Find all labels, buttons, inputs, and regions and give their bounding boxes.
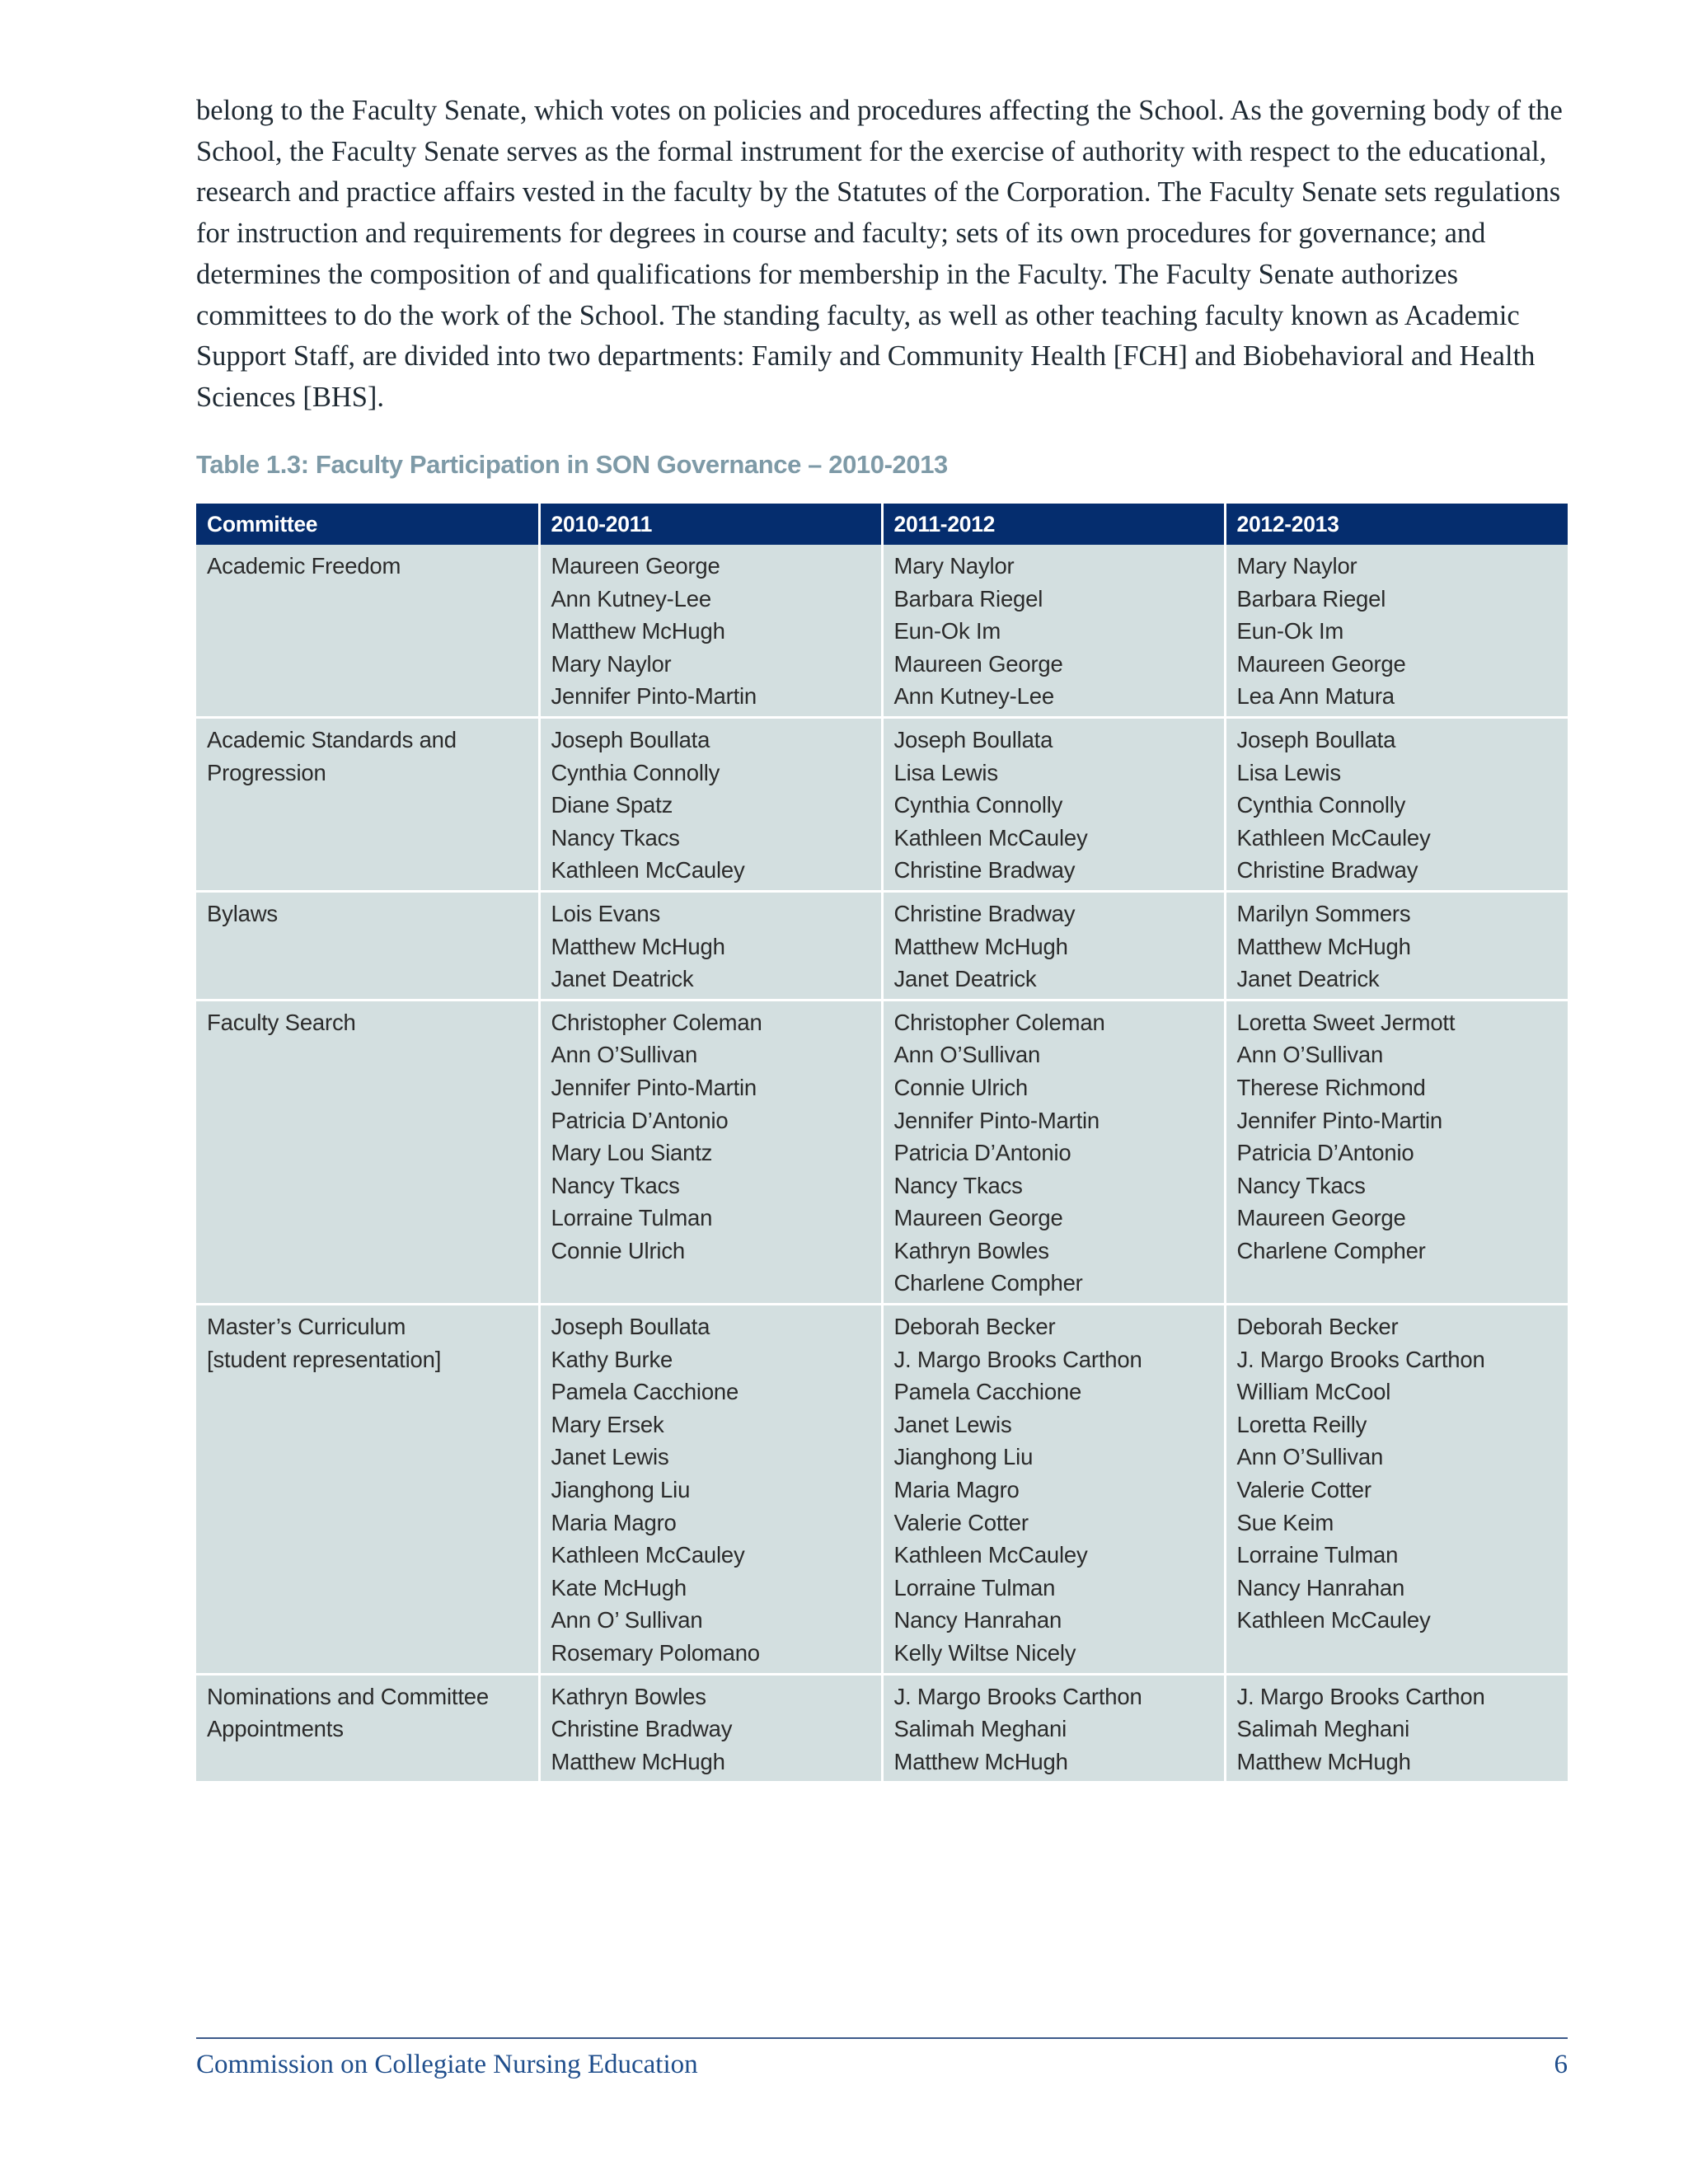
members-2011-2012-cell [882, 717, 1225, 891]
member-name: Maureen George [1236, 650, 1406, 677]
member-name: Janet Deatrick [551, 966, 694, 992]
member-name: Kathryn Bowles [893, 1237, 1049, 1263]
member-name: Sue Keim [1236, 1509, 1334, 1535]
member-name: Maureen George [1236, 1205, 1406, 1231]
member-name: Kathleen McCauley [1236, 824, 1431, 851]
member-name: Joseph Boullata [551, 726, 710, 752]
member-name: Maria Magro [893, 1477, 1020, 1503]
page-number: 6 [1554, 2050, 1568, 2079]
members-2012-2013-cell [1225, 1674, 1568, 1781]
governance-table [196, 504, 1568, 1781]
committee-name-line: Master’s Curriculum [207, 1314, 406, 1340]
members-2012-2013-cell [1225, 717, 1568, 891]
member-name: Kathleen McCauley [893, 1542, 1088, 1568]
members-2011-2012-cell [882, 545, 1225, 717]
member-name: Maria Magro [551, 1509, 677, 1535]
member-name: William McCool [1236, 1379, 1391, 1405]
member-name: Janet Deatrick [893, 966, 1037, 992]
table-body [196, 545, 1568, 1781]
member-name: Lisa Lewis [1236, 759, 1341, 785]
member-name: Deborah Becker [1236, 1314, 1399, 1340]
members-2011-2012-cell [882, 1674, 1225, 1781]
footer-publisher: Commission on Collegiate Nursing Education [196, 2050, 698, 2079]
member-name: Eun-Ok Im [893, 618, 1001, 644]
committee-name-line: [student representation] [207, 1346, 442, 1372]
member-name: Matthew McHugh [1236, 1748, 1411, 1774]
member-name: Barbara Riegel [893, 585, 1043, 612]
committee-name-line: Academic Standards and [207, 726, 457, 752]
committee-cell [196, 1000, 539, 1304]
member-name: Joseph Boullata [551, 1314, 710, 1340]
committee-cell [196, 1305, 539, 1675]
footer-divider [196, 2037, 1568, 2039]
member-name: Lea Ann Matura [1236, 683, 1395, 710]
member-name: Christopher Coleman [893, 1009, 1105, 1035]
member-name: Valerie Cotter [1236, 1477, 1372, 1503]
member-name: Jennifer Pinto-Martin [1236, 1107, 1443, 1133]
member-name: Patricia D’Antonio [1236, 1140, 1414, 1166]
member-name: Christine Bradway [1236, 857, 1418, 883]
member-name: Eun-Ok Im [1236, 618, 1344, 644]
member-name: Ann O’Sullivan [893, 1042, 1041, 1068]
members-2011-2012-cell [882, 891, 1225, 1000]
members-2011-2012-cell [882, 1000, 1225, 1304]
committee-name-line: Appointments [207, 1716, 344, 1742]
member-name: Charlene Compher [1236, 1237, 1426, 1263]
member-name: Mary Naylor [1236, 553, 1357, 579]
member-name: Janet Deatrick [1236, 966, 1380, 992]
member-name: Lisa Lewis [893, 759, 998, 785]
member-name: Ann O’ Sullivan [551, 1607, 703, 1633]
committee-cell [196, 545, 539, 717]
member-name: Nancy Tkacs [893, 1172, 1023, 1198]
member-name: Therese Richmond [1236, 1074, 1426, 1100]
member-name: Nancy Hanrahan [893, 1607, 1062, 1633]
member-name: Salimah Meghani [893, 1716, 1067, 1742]
members-2010-2011-cell [539, 1000, 882, 1304]
member-name: Maureen George [551, 553, 720, 579]
member-name: Lorraine Tulman [1236, 1542, 1399, 1568]
member-name: Kathryn Bowles [551, 1683, 706, 1709]
member-name: Christine Bradway [551, 1716, 733, 1742]
member-name: Christopher Coleman [551, 1009, 762, 1035]
table-row [196, 891, 1568, 1000]
member-name: J. Margo Brooks Carthon [893, 1346, 1142, 1372]
member-name: Janet Lewis [551, 1444, 669, 1470]
table-row [196, 1674, 1568, 1781]
member-name: Rosemary Polomano [551, 1640, 760, 1666]
member-name: Pamela Cacchione [551, 1379, 739, 1405]
member-name: Kathleen McCauley [551, 857, 745, 883]
members-2010-2011-cell [539, 545, 882, 717]
members-2012-2013-cell [1225, 545, 1568, 717]
committee-cell [196, 717, 539, 891]
member-name: Pamela Cacchione [893, 1379, 1082, 1405]
member-name: Kathleen McCauley [551, 1542, 745, 1568]
member-name: Ann O’Sullivan [551, 1042, 698, 1068]
member-name: Salimah Meghani [1236, 1716, 1409, 1742]
member-name: Patricia D’Antonio [893, 1140, 1071, 1166]
members-2010-2011-cell [539, 1674, 882, 1781]
member-name: Connie Ulrich [893, 1074, 1028, 1100]
member-name: Jennifer Pinto-Martin [893, 1107, 1100, 1133]
member-name: Jianghong Liu [551, 1477, 691, 1503]
member-name: Barbara Riegel [1236, 585, 1386, 612]
table-header-row [196, 504, 1568, 545]
member-name: Mary Naylor [893, 553, 1015, 579]
table-row [196, 1000, 1568, 1304]
member-name: J. Margo Brooks Carthon [893, 1683, 1142, 1709]
members-2012-2013-cell [1225, 1305, 1568, 1675]
table-row [196, 1305, 1568, 1675]
member-name: Nancy Tkacs [551, 824, 680, 851]
member-name: Matthew McHugh [1236, 933, 1411, 959]
committee-name-line: Nominations and Committee [207, 1683, 489, 1709]
table-caption: Table 1.3: Faculty Participation in SON Governance – 2010-2013 [196, 450, 948, 479]
member-name: Joseph Boullata [893, 726, 1053, 752]
member-name: Ann Kutney-Lee [551, 585, 711, 612]
member-name: Mary Ersek [551, 1411, 664, 1437]
member-name: Kate McHugh [551, 1574, 687, 1601]
member-name: Maureen George [893, 650, 1063, 677]
members-2010-2011-cell [539, 717, 882, 891]
header-2012-2013: 2012-2013 [1225, 504, 1568, 545]
member-name: Patricia D’Antonio [551, 1107, 729, 1133]
member-name: Joseph Boullata [1236, 726, 1396, 752]
header-2010-2011: 2010-2011 [539, 504, 882, 545]
member-name: Nancy Tkacs [1236, 1172, 1366, 1198]
member-name: Janet Lewis [893, 1411, 1012, 1437]
member-name: Deborah Becker [893, 1314, 1056, 1340]
members-2010-2011-cell [539, 1305, 882, 1675]
header-2011-2012: 2011-2012 [882, 504, 1225, 545]
member-name: Ann O’Sullivan [1236, 1042, 1384, 1068]
member-name: Cynthia Connolly [893, 792, 1063, 818]
committee-cell [196, 891, 539, 1000]
member-name: Charlene Compher [893, 1270, 1083, 1296]
member-name: J. Margo Brooks Carthon [1236, 1346, 1485, 1372]
committee-name-line: Faculty Search [207, 1009, 356, 1035]
member-name: Nancy Hanrahan [1236, 1574, 1405, 1601]
member-name: Loretta Sweet Jermott [1236, 1009, 1456, 1035]
committee-name-line: Bylaws [207, 900, 278, 926]
member-name: Nancy Tkacs [551, 1172, 680, 1198]
member-name: Valerie Cotter [893, 1509, 1029, 1535]
members-2012-2013-cell [1225, 1000, 1568, 1304]
member-name: Matthew McHugh [893, 1748, 1068, 1774]
member-name: Jianghong Liu [893, 1444, 1034, 1470]
member-name: Jennifer Pinto-Martin [551, 683, 757, 710]
committee-cell [196, 1674, 539, 1781]
member-name: Ann Kutney-Lee [893, 683, 1054, 710]
member-name: Jennifer Pinto-Martin [551, 1074, 757, 1100]
committee-name-line: Progression [207, 759, 326, 785]
member-name: Matthew McHugh [893, 933, 1068, 959]
member-name: Mary Lou Siantz [551, 1140, 713, 1166]
member-name: Matthew McHugh [551, 933, 725, 959]
table-row [196, 717, 1568, 891]
member-name: Christine Bradway [893, 900, 1076, 926]
member-name: Lorraine Tulman [893, 1574, 1056, 1601]
member-name: Diane Spatz [551, 792, 673, 818]
member-name: Ann O’Sullivan [1236, 1444, 1384, 1470]
members-2010-2011-cell [539, 891, 882, 1000]
member-name: Kelly Wiltse Nicely [893, 1640, 1076, 1666]
header-committee: Committee [196, 504, 539, 545]
member-name: Mary Naylor [551, 650, 672, 677]
member-name: Loretta Reilly [1236, 1411, 1367, 1437]
member-name: Kathleen McCauley [1236, 1607, 1431, 1633]
member-name: Lois Evans [551, 900, 661, 926]
member-name: Cynthia Connolly [1236, 792, 1406, 818]
member-name: Connie Ulrich [551, 1237, 685, 1263]
member-name: Maureen George [893, 1205, 1063, 1231]
intro-paragraph: belong to the Faculty Senate, which votes on policies and procedures affecting the School. As the governing body of the School, the Faculty Senate serves as the formal instrument for the exercise of authority with respect to the educational, research and practice affairs vested in the faculty by the Statutes of the Corporation. The Faculty Senate sets regulations for instruction and requirements for degrees in course and faculty; sets of its own procedures for governance; and determines the composition of and qualifications for membership in the Faculty. The Faculty Senate authorizes committees to do the work of the School. The standing faculty, as well as other teaching faculty known as Academic Support Staff, are divided into two departments: Family and Community Health [FCH] and Biobehavioral and Health Sciences [BHS]. [196, 95, 1563, 413]
members-2011-2012-cell [882, 1305, 1225, 1675]
member-name: Lorraine Tulman [551, 1205, 713, 1231]
members-2012-2013-cell [1225, 891, 1568, 1000]
member-name: J. Margo Brooks Carthon [1236, 1683, 1485, 1709]
member-name: Kathleen McCauley [893, 824, 1088, 851]
member-name: Matthew McHugh [551, 618, 725, 644]
member-name: Kathy Burke [551, 1346, 673, 1372]
table-row [196, 545, 1568, 717]
member-name: Christine Bradway [893, 857, 1076, 883]
member-name: Marilyn Sommers [1236, 900, 1411, 926]
member-name: Cynthia Connolly [551, 759, 720, 785]
member-name: Matthew McHugh [551, 1748, 725, 1774]
committee-name-line: Academic Freedom [207, 553, 401, 579]
